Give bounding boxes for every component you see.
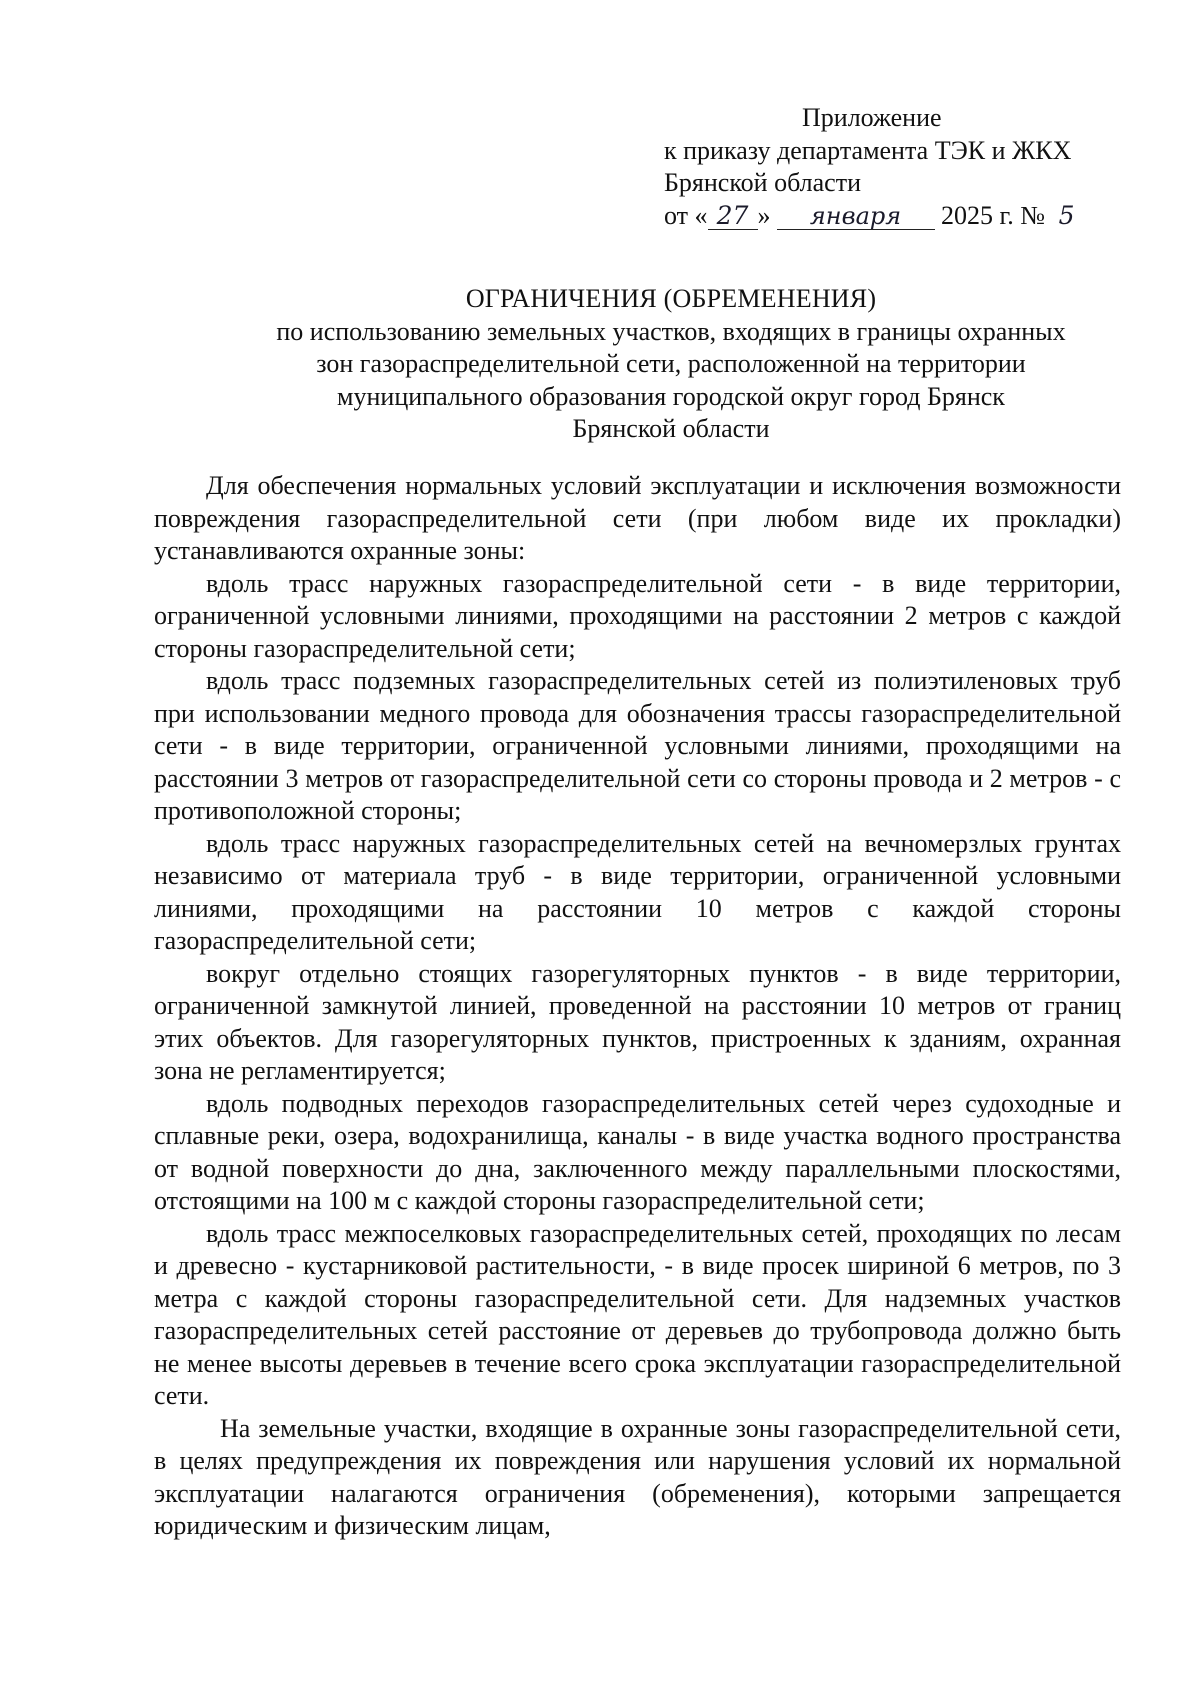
appendix-title: Приложение: [802, 103, 942, 132]
paragraph-zone-underground: вдоль трасс подземных газораспределительных сетей из полиэтиленовых труб при использовании медного провода для обозначения трассы газораспределительной сети - в виде территории, ограниченной условными линиями, проходящими на расстоянии 3 метров от газораспределительной сети со стороны провода и 2 метров - с противоположной стороны;: [154, 666, 1121, 825]
appendix-region-line: Брянской области: [664, 168, 861, 197]
date-mid: »: [757, 200, 771, 230]
paragraph-zone-forest: вдоль трасс межпоселковых газораспределительных сетей, проходящих по лесам и древесно - кустарниковой растительности, - в виде просек шириной 6 метров, по 3 метра с каждой стороны газораспределительной сети. Для надземных участков газораспределительных сетей расстояние от деревьев до трубопровода должно быть не менее высоты деревьев в течение всего срока эксплуатации газораспределительной сети.: [154, 1218, 1121, 1410]
date-prefix: от «: [664, 200, 708, 230]
paragraph-zone-regulator-points: вокруг отдельно стоящих газорегуляторных пунктов - в виде территории, ограниченной замкнутой линией, проведенной на расстоянии 10 метров от границ этих объектов. Для газорегуляторных пунктов, пристроенных к зданиям, охранная зона не регламентируется;: [154, 958, 1121, 1085]
paragraph-intro: Для обеспечения нормальных условий эксплуатации и исключения возможности повреждения газораспределительной сети (при любом виде их прокладки) устанавливаются охранные зоны:: [154, 471, 1121, 565]
title-line-1: по использованию земельных участков, входящих в границы охранных: [276, 316, 1066, 346]
title-line-4: Брянской области: [572, 414, 770, 443]
title-line-3: муниципального образования городской округ город Брянск: [337, 381, 1005, 411]
title-line-2: зон газораспределительной сети, расположенной на территории: [316, 349, 1026, 378]
appendix-order-line: к приказу департамента ТЭК и ЖКХ: [664, 135, 1072, 165]
handwritten-month: января: [777, 203, 935, 230]
handwritten-order-number: 5: [1058, 200, 1075, 230]
appendix-date-line: [664, 200, 1104, 233]
handwritten-day: 27: [708, 203, 758, 230]
paragraph-zone-underwater: вдоль подводных переходов газораспределительных сетей через судоходные и сплавные реки, озера, водохранилища, каналы - в виде участка водного пространства от водной поверхности до дна, заключенного между параллельными плоскостями, отстоящими на 100 м с каждой стороны газораспределительной сети;: [154, 1088, 1121, 1215]
document-heading: ОГРАНИЧЕНИЯ (ОБРЕМЕНЕНИЯ): [465, 284, 877, 313]
paragraph-restrictions: На земельные участки, входящие в охранные зоны газораспределительной сети, в целях предупреждения их повреждения или нарушения условий их нормальной эксплуатации налагаются ограничения (обременения), которыми запрещается юридическим и физическим лицам,: [154, 1413, 1121, 1540]
date-suffix: 2025 г. №: [934, 200, 1052, 230]
appendix-block: [664, 102, 1104, 232]
document-body: [154, 470, 1121, 1543]
paragraph-zone-external: вдоль трасс наружных газораспределительной сети - в виде территории, ограниченной условными линиями, проходящими на расстоянии 2 метров с каждой стороны газораспределительной сети;: [154, 568, 1121, 663]
paragraph-zone-permafrost: вдоль трасс наружных газораспределительных сетей на вечномерзлых грунтах независимо от материала труб - в виде территории, ограниченной условными линиями, проходящими на расстоянии 10 метров с каждой стороны газораспределительной сети;: [154, 828, 1121, 955]
document-title-block: [236, 283, 1106, 446]
